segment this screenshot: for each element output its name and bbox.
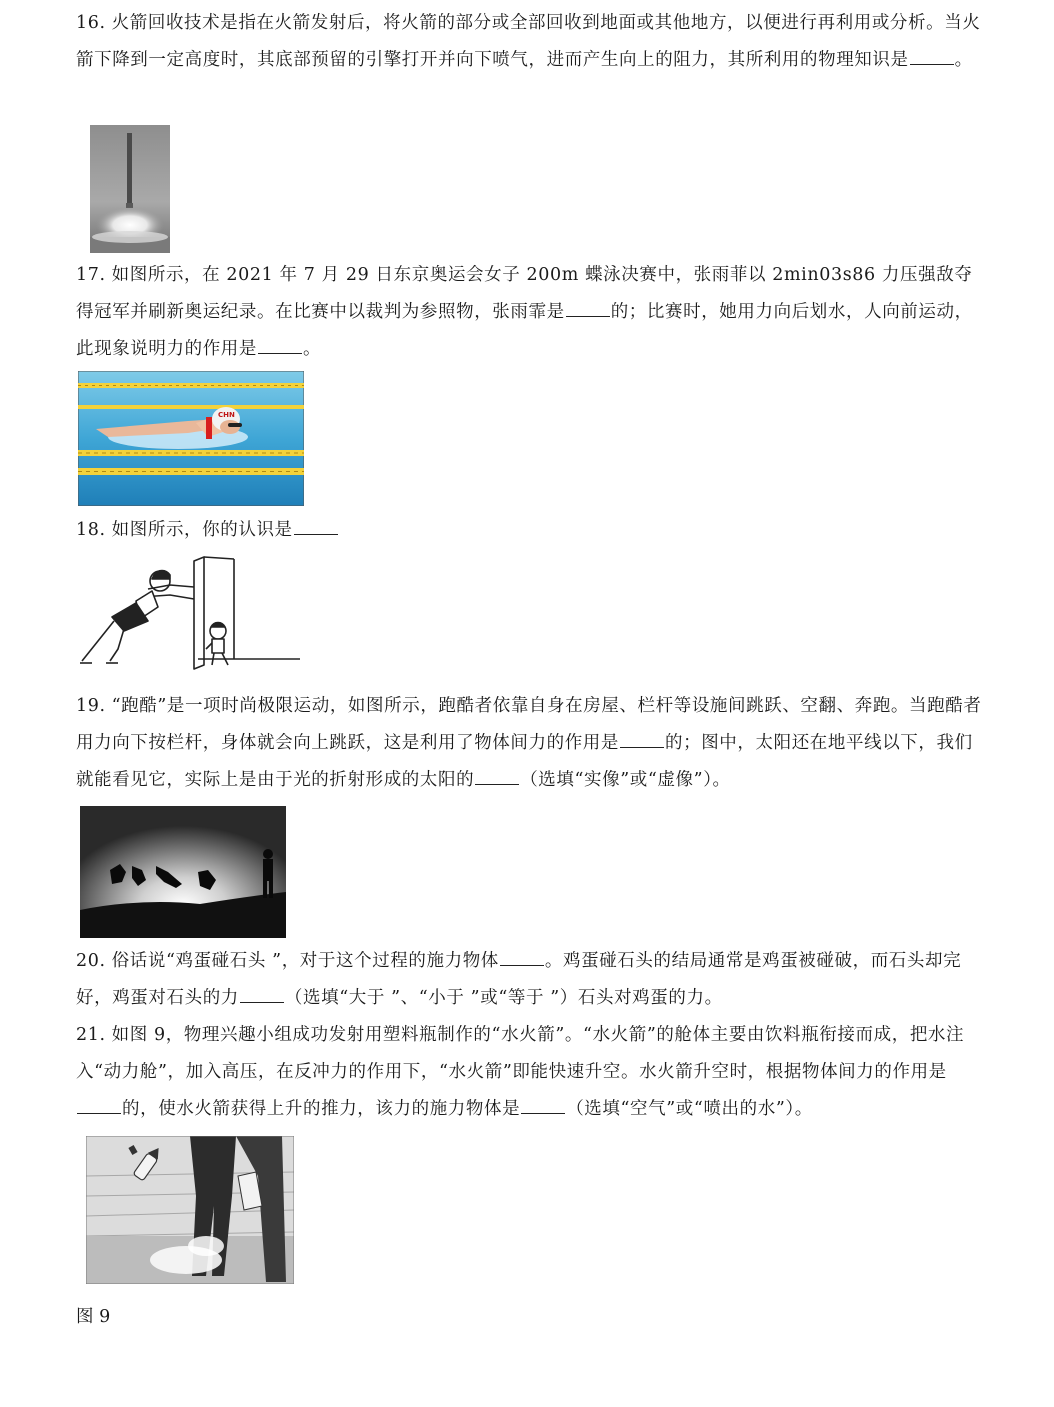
question-text: 火箭回收技术是指在火箭发射后，将火箭的部分或全部回收到地面或其他地方，以便进行再利用或分析。当火箭下降到一定高度时，其底部预留的引擎打开并向下喷气，进而产生向上的阻力，其所利用的物理知识是 <box>76 13 981 70</box>
question-number: 21. <box>76 1025 106 1045</box>
answer-blank[interactable] <box>521 1095 565 1114</box>
answer-blank[interactable] <box>258 335 302 354</box>
door-pushing-illustration <box>78 555 304 671</box>
answer-blank[interactable] <box>77 1095 121 1114</box>
answer-blank[interactable] <box>240 984 284 1003</box>
answer-blank[interactable] <box>500 947 544 966</box>
question-text: 的；比赛时，她用力向后划水，人向前运动，此现象说明力的作用是 <box>76 302 973 359</box>
question-text: “跑酷”是一项时尚极限运动，如图所示，跑酷者依靠自身在房屋、栏杆等设施间跳跃、空翻、奔跑。当跑酷者用力向下按栏杆，身体就会向上跳跃，这是利用了物体间力的作用是 <box>76 696 982 753</box>
question-text: 如图所示，在 2021 年 7 月 29 日东京奥运会女子 200m 蝶泳决赛中，张雨菲以 2min03s86 力压强敌夺得冠军并刷新奥运纪录。在比赛中以裁判为参照物，张雨霏是 <box>76 265 973 322</box>
question-number: 18. <box>76 520 106 540</box>
question-18 <box>76 512 986 549</box>
swimmer-photo <box>78 371 304 506</box>
question-17 <box>76 257 986 368</box>
question-text: 如图 9，物理兴趣小组成功发射用塑料瓶制作的“水火箭”。“水火箭”的舱体主要由饮料瓶衔接而成，把水注入“动力舱”，加入高压，在反冲力的作用下，“水火箭”即能快速升空。水火箭升空时，根据物体间力的作用是 <box>76 1025 965 1082</box>
water-rocket-photo <box>86 1136 294 1284</box>
question-number: 19. <box>76 696 106 716</box>
answer-blank[interactable] <box>910 46 954 65</box>
question-text: 。鸡蛋碰石头的结局通常是鸡蛋被碰破，而石头却完好，鸡蛋对石头的力 <box>76 951 962 1008</box>
question-19 <box>76 688 986 799</box>
butterfly-swimmer-image <box>78 371 304 506</box>
question-text: 的；图中，太阳还在地平线以下，我们就能看见它，实际上是由于光的折射形成的太阳的 <box>76 733 973 790</box>
question-20 <box>76 943 986 1017</box>
question-16 <box>76 5 986 79</box>
question-number: 16. <box>76 13 106 33</box>
rocket-image <box>90 125 170 253</box>
answer-blank[interactable] <box>475 766 519 785</box>
question-text: 俗话说“鸡蛋碰石头 ”，对于这个过程的施力物体 <box>111 951 499 971</box>
question-text: 如图所示，你的认识是 <box>111 520 293 540</box>
rocket-landing-photo <box>90 125 170 253</box>
door-push-image <box>78 555 304 671</box>
answer-blank[interactable] <box>620 729 664 748</box>
water-rocket-image <box>86 1136 294 1284</box>
figure-caption: 图 9 <box>76 1307 111 1327</box>
answer-blank[interactable] <box>294 516 338 535</box>
parkour-photo <box>80 806 286 938</box>
question-text: （选填“空气”或“喷出的水”）。 <box>566 1099 813 1119</box>
answer-blank[interactable] <box>566 298 610 317</box>
question-text: 。 <box>954 50 973 70</box>
question-text: 的，使水火箭获得上升的推力，该力的施力物体是 <box>122 1099 521 1119</box>
question-number: 20. <box>76 951 106 971</box>
question-text: （选填“实像”或“虚像”）。 <box>520 770 731 790</box>
cap-label: CHN <box>218 411 235 419</box>
question-text: （选填“大于 ”、“小于 ”或“等于 ”）石头对鸡蛋的力。 <box>284 988 723 1008</box>
question-number: 17. <box>76 265 106 285</box>
parkour-image <box>80 806 286 938</box>
question-text: 。 <box>303 339 322 359</box>
question-21 <box>76 1017 986 1128</box>
